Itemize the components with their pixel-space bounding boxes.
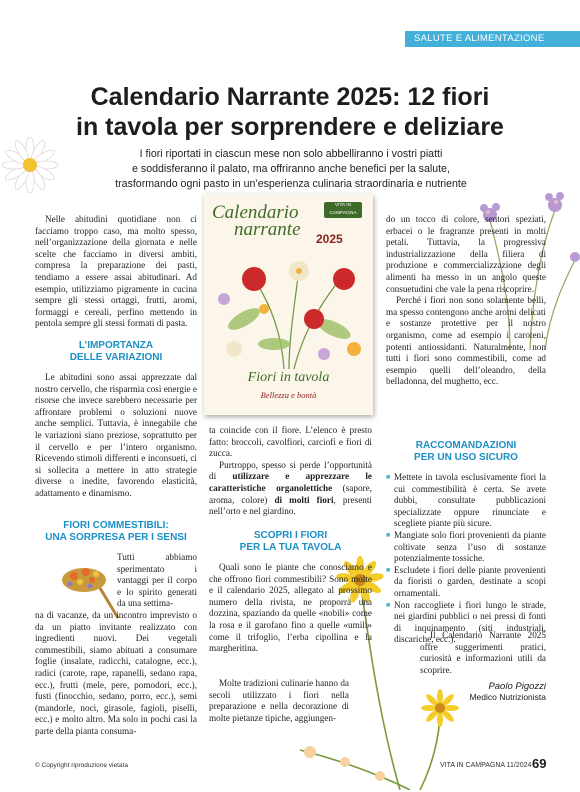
- subheading-fiori-commestibili: [35, 520, 197, 544]
- column-1-commestibili: [35, 610, 197, 738]
- paragraph: Nelle abitudini quotidiane non ci facciamo troppo caso, ma molto spesso, nell’organizzazione della giornata e nelle scelte che facciamo in diversi ambiti, compresa la preparazione dei pasti, tendiamo a essere assai abitudinari. Ad esempio, utilizziamo pigramente in cucina sempre gli stessi ortaggi, frutti, aromi, formaggi e cereali, perfino mettendo in pentola sempre gli stessi formati di pasta.: [35, 214, 197, 329]
- subheading-line: RACCOMANDAZIONI: [415, 440, 517, 451]
- title-line-2: in tavola per sorprendere e deliziare: [76, 113, 504, 141]
- cover-title-2: narrante: [234, 219, 301, 240]
- paragraph: Quali sono le piante che conosciamo e che offrono fiori commestibili? Sono molte e il calendario 2025, allegato al prossimo numero della rivista, ne proporrà una dozzina, spaziando da quelle «nobili» come la rosa e il garofano fino a quelle «umili» come il trifoglio, l’erba cipollina e la margheritina.: [209, 562, 372, 654]
- list-item: ■ Escludete i fiori delle piante provenienti da fioristi o garden, destinate a scopi ornamentali.: [386, 565, 546, 600]
- list-item: ■ Non raccogliete i fiori lungo le strade, nei giardini pubblici o nei pressi di fonti di inquinamento (siti industriali, discariche, ecc.).: [386, 600, 546, 646]
- author-role: Medico Nutrizionista: [469, 692, 546, 702]
- cover-year: 2025: [316, 232, 343, 246]
- section-tag: SALUTE E ALIMENTAZIONE: [405, 31, 580, 47]
- lead-line-3: trasformando ogni pasto in un’esperienza culinaria straordinaria e nutriente: [115, 178, 467, 190]
- cover-bottom-subtitle: Bellezza e bontà: [260, 390, 317, 400]
- article-title: [20, 82, 560, 142]
- subheading-line: UNA SORPRESA PER I SENSI: [45, 532, 187, 543]
- list-item: ■ Mettete in tavola esclusivamente fiori la cui commestibilità è certa. Se avete dubbi, consultate pubblicazioni specializzate oppure rinunciate e scegliete piante più sicure.: [386, 472, 546, 530]
- paragraph-highlight: Purtroppo, spesso si perde l’opportunità di utilizzare e apprezzare le caratteristiche organolettiche (sapore, aroma, colore) di molti fiori, presenti nell’orto e nel giardino.: [209, 459, 372, 517]
- author-name: Paolo Pigozzi: [488, 681, 546, 692]
- subheading-raccomandazioni: [386, 440, 546, 464]
- paragraph: do un tocco di colore, sentori speziati, erbacei o le fragranze presenti in molti petali. Tuttavia, la progressiva industrializzazione della filiera di produzione e commercializzazione degli alimenti ha messo in un angolo queste consuetudini che vale la pena riscoprire.: [386, 214, 546, 294]
- issue-label: VITA IN CAMPAGNA 11/2024: [440, 762, 532, 769]
- subheading-line: PER LA TUA TAVOLA: [239, 542, 342, 553]
- column-1-variazioni: [35, 372, 197, 500]
- subheading-line: PER UN USO SICURO: [414, 452, 518, 463]
- magazine-logo: VITA IN CAMPAGNA: [324, 202, 362, 218]
- subheading-line: FIORI COMMESTIBILI:: [63, 520, 169, 531]
- paragraph: Perché i fiori non sono solamente belli, ma spesso contengono anche aromi delicati e sostanze protettive per il nostro organismo, come ad esempio i caroteni, potenti antiossidanti. Naturalmente, non tutti i fiori sono commestibili, come ad esempio quelli dell’oleandro, della belladonna, del mughetto, ecc.: [386, 295, 546, 387]
- daisy-flower-illustration: [0, 130, 60, 200]
- paragraph: Molte tradizioni culinarie hanno da secoli utilizzato i fiori nella preparazione e nella decorazione di molte pietanze tipiche, aggiungen-: [209, 678, 349, 723]
- subheading-line: DELLE VARIAZIONI: [69, 352, 163, 363]
- title-line-1: Calendario Narrante 2025: 12 fiori: [90, 83, 490, 111]
- subheading-line: SCOPRI I FIORI: [253, 530, 328, 541]
- list-item: ■ Mangiate solo fiori provenienti da piante coltivate senza l’uso di sostanze potenzialmente tossiche.: [386, 530, 546, 565]
- cover-bottom-title: Fiori in tavola: [247, 370, 330, 385]
- paragraph: Le abitudini sono assai apprezzate dal nostro cervello, che risparmia così energie e risorse che invece sarebbero necessarie per affrontare problemi o soluzioni nuove anche semplici. Tuttavia, è innegabile che le variazioni siano preziose, soprattutto per il cervello e per l’intero organismo. Ricevendo stimoli differenti e inconsueti, ci si sollecita a mettere in atto strategie diverse o inedite, favorendo elasticità, adattamento e dinamismo.: [35, 372, 197, 498]
- paragraph: Il Calendario Narrante 2025 offre suggerimenti pratici, curiosità e informazioni utili da scoprire.: [420, 630, 546, 675]
- column-2-top: [209, 425, 372, 518]
- column-2-tradizioni: [209, 678, 349, 724]
- column-3-top: [386, 214, 546, 388]
- cover-flower-bouquet: [204, 249, 373, 369]
- lead-line-1: I fiori riportati in ciascun mese non solo abbelliranno i vostri piatti: [139, 148, 443, 160]
- daisy-icon: [2, 137, 58, 193]
- cover-title-1: Calendario: [212, 202, 299, 223]
- subheading-line: L’IMPORTANZA: [78, 340, 154, 351]
- paragraph: ta coincide con il fiore. L’elenco è presto fatto: broccoli, cavolfiori, carciofi e fiori di zucca.: [209, 425, 372, 459]
- copyright-note: © Copyright riproduzione vietata: [35, 762, 128, 769]
- calendar-cover-image: [204, 194, 373, 415]
- lead-line-2: e soddisferanno il palato, ma offriranno anche benefici per la salute,: [132, 163, 450, 175]
- author-signature: [400, 681, 546, 702]
- page-number: 69: [532, 756, 547, 771]
- paragraph: Tutti abbiamo sperimentato i vantaggi per il corpo e lo spirito generati da una settima-: [117, 552, 197, 609]
- column-1-intro: [35, 214, 197, 330]
- closing-paragraph: [420, 630, 546, 676]
- recommendations-list: [386, 472, 546, 646]
- paragraph: na di vacanze, da un incontro imprevisto o da un piatto invitante realizzato con ingredienti nuovi. Dei vegetali commestibili, siamo abituati a consumare foglie (insalate, radicchi, catalogne, ecc.), radici (carote, rape, rapanelli, sedano rapa, ecc.), frutti (mele, pere, pomodori, ecc.), fusti (finocchio, sedano, porro, ecc.), semi (mandorle, noci, girasole, fagioli, piselli, ecc.) e molto altro. Ma solo in pochi casi la parte della pianta consuma-: [35, 610, 197, 736]
- subheading-variazioni: [35, 340, 197, 364]
- column-2-scopri: [209, 562, 372, 655]
- article-lead: [96, 147, 486, 192]
- column-1-wrap-text: [117, 552, 197, 610]
- subheading-scopri: [209, 530, 372, 554]
